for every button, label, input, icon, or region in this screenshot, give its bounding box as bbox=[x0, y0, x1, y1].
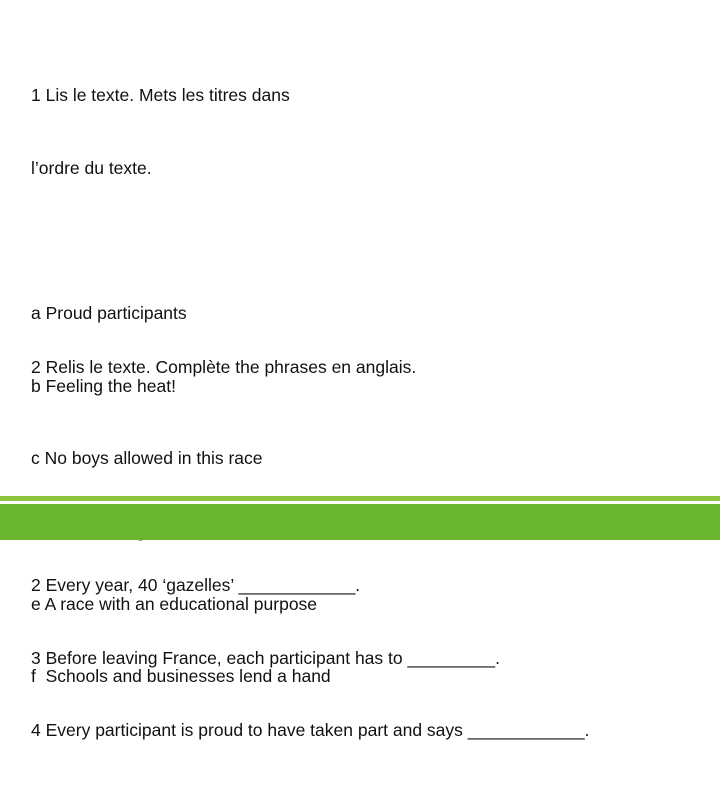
title-option-b: b Feeling the heat! bbox=[31, 375, 176, 396]
exercise-2-instruction: 2 Relis le texte. Complète the phrases en anglais. bbox=[31, 357, 417, 378]
spacer bbox=[31, 428, 589, 452]
exercise-1-instruction-line-2: l’ordre du texte. bbox=[31, 158, 152, 178]
sentence-3: 3 Before leaving France, each participant has to _________. bbox=[31, 647, 500, 668]
footer-band bbox=[0, 504, 720, 540]
title-option-e: e A race with an educational purpose bbox=[31, 593, 318, 614]
title-option-a: a Proud participants bbox=[31, 303, 187, 324]
sentence-4: 4 Every participant is proud to have taken part and says ____________. bbox=[31, 720, 590, 741]
footer-accent-line bbox=[0, 496, 720, 501]
exercise-1-instruction-line-1: 1 Lis le texte. Mets les titres dans bbox=[31, 85, 290, 106]
title-option-c: c No boys allowed in this race bbox=[31, 448, 263, 469]
spacer bbox=[31, 229, 331, 253]
exercise-2 bbox=[31, 307, 589, 791]
title-option-f: f Schools and businesses lend a hand bbox=[31, 666, 331, 687]
sentence-2: 2 Every year, 40 ‘gazelles’ ____________. bbox=[31, 575, 361, 596]
